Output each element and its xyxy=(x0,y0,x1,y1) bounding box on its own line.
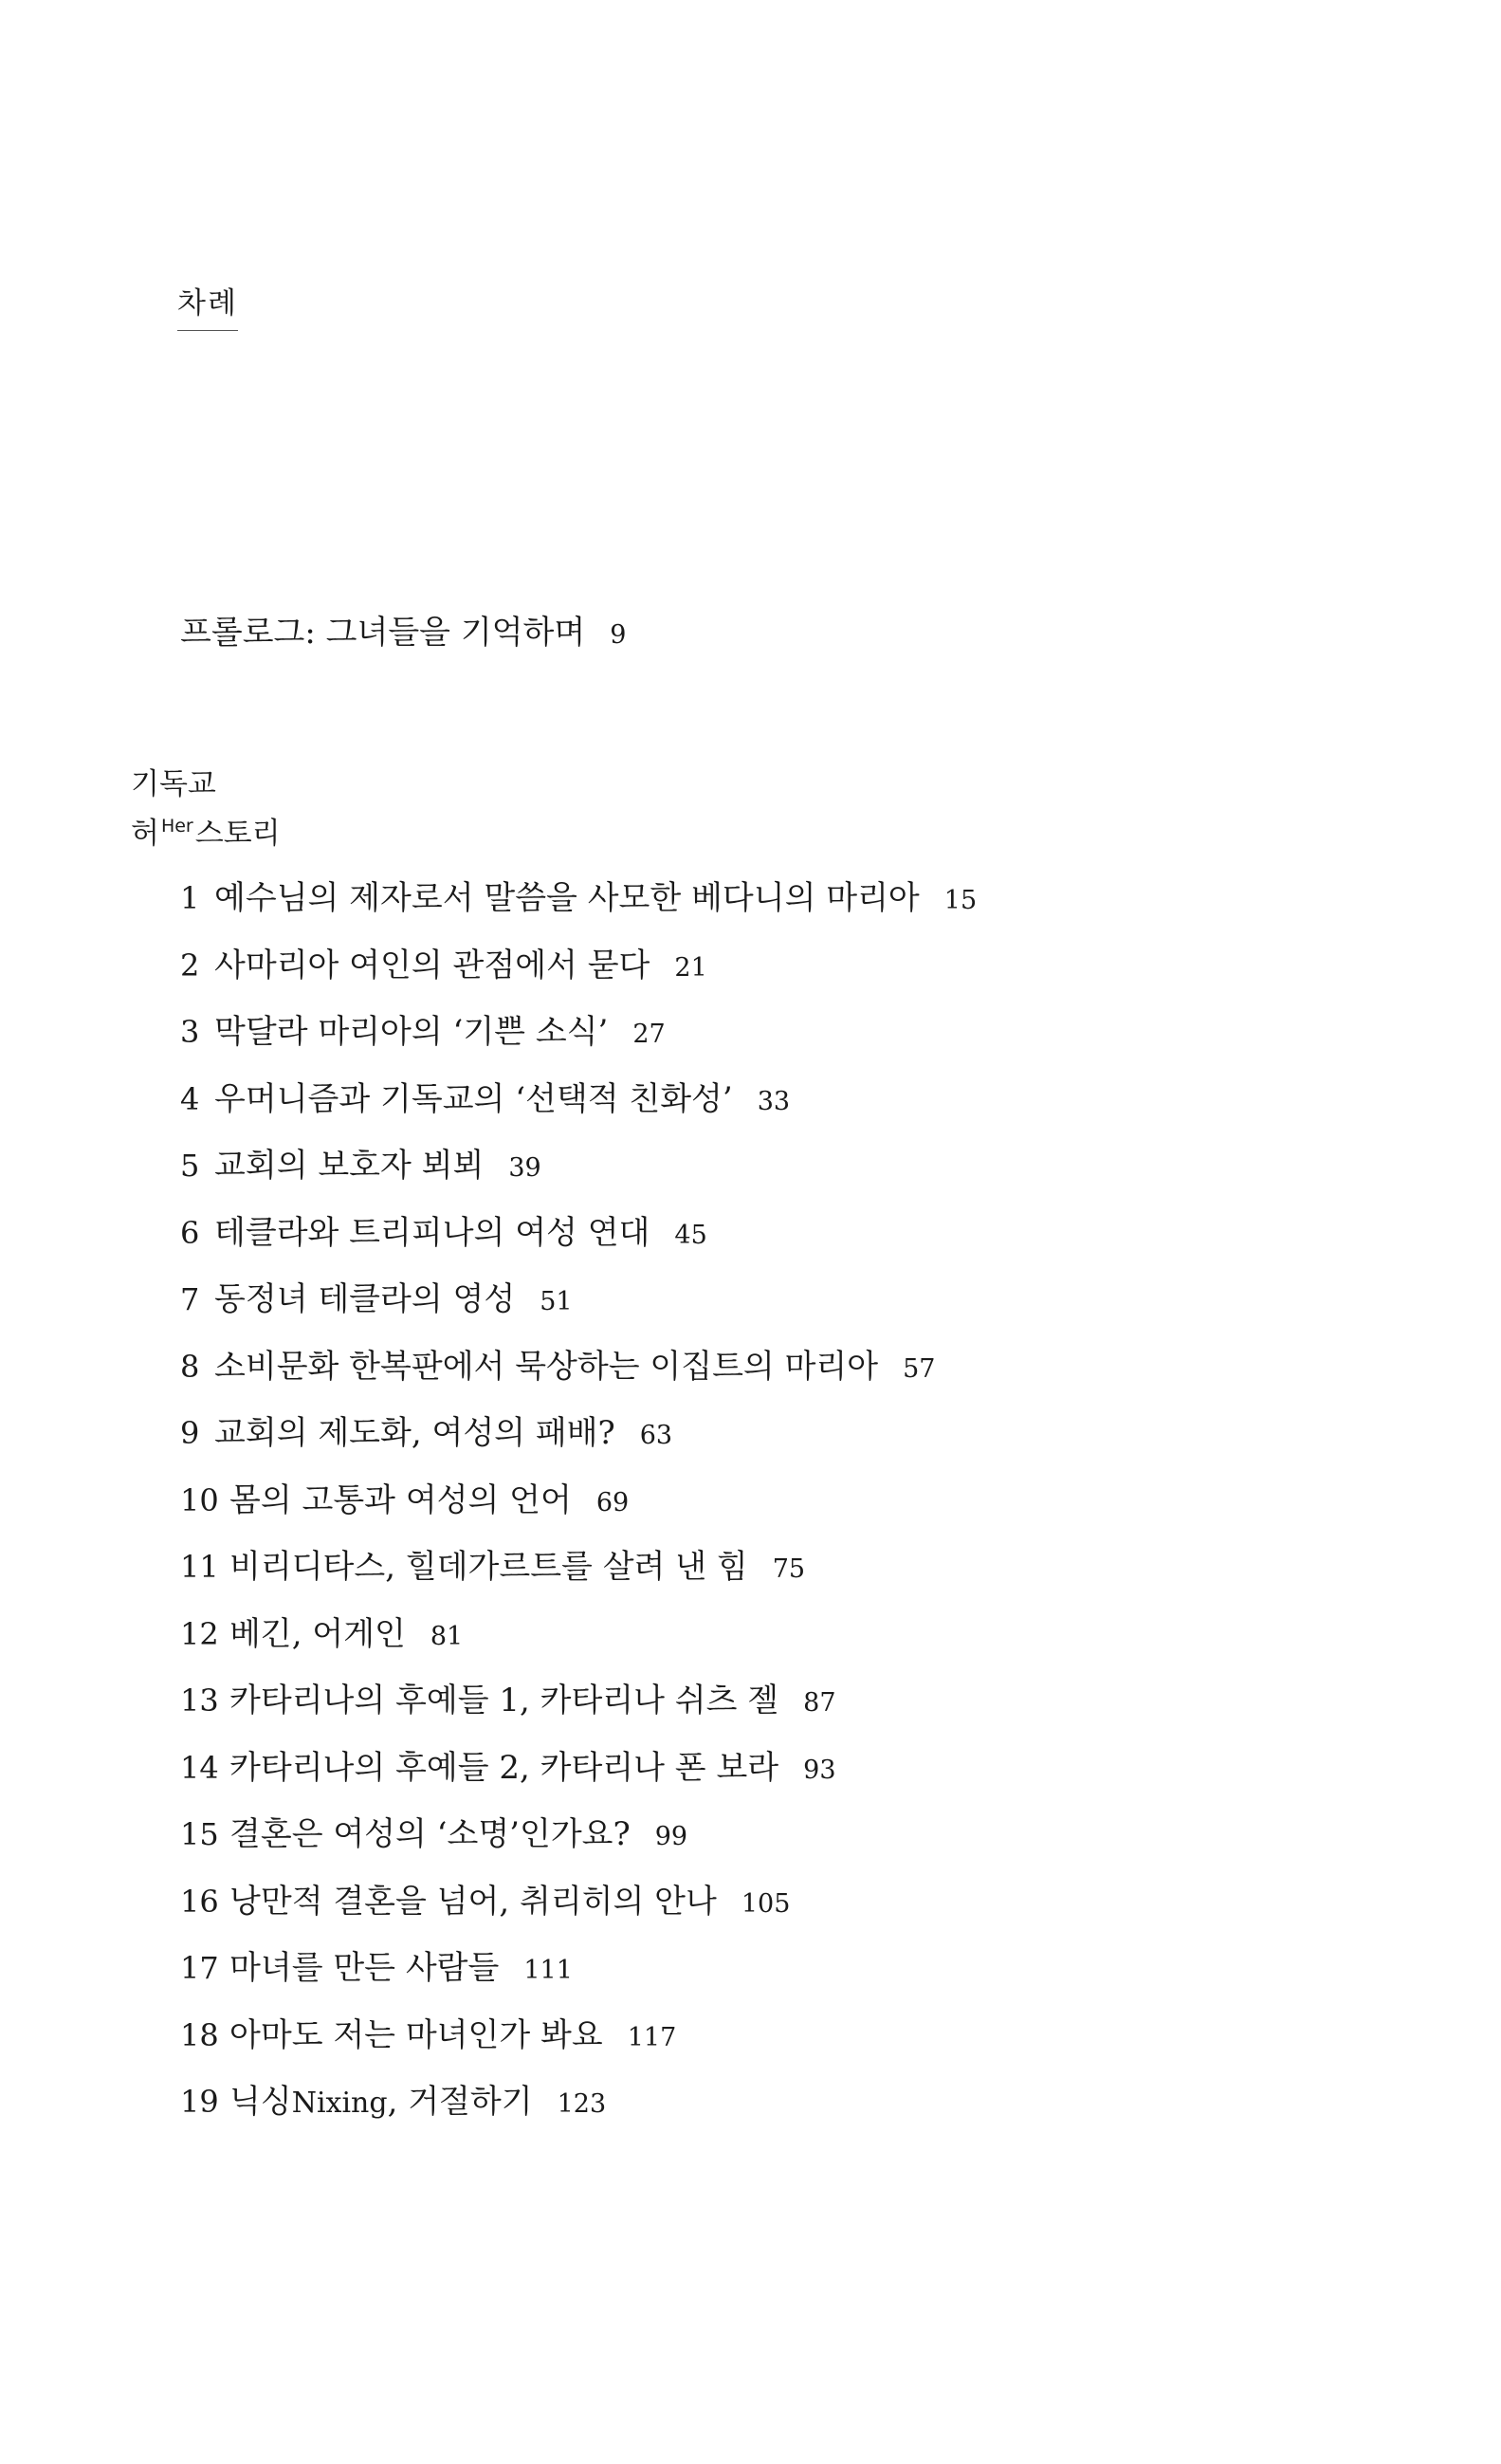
chapter-page-number: 87 xyxy=(803,1688,836,1718)
chapter-entry xyxy=(180,1414,977,1484)
chapter-title: 마녀를 만든 사람들 xyxy=(229,1949,500,1987)
chapter-title: 결혼은 여성의 ‘소명’인가요? xyxy=(229,1815,631,1853)
prologue-title: 프롤로그: 그녀들을 기억하며 xyxy=(180,614,586,652)
chapter-number: 11 xyxy=(180,1549,219,1585)
chapter-number: 1 xyxy=(180,880,200,916)
part-title-line2 xyxy=(131,805,281,855)
chapter-title: 교회의 보호자 뵈뵈 xyxy=(214,1147,485,1185)
chapter-number: 5 xyxy=(180,1148,200,1184)
chapter-title: 카타리나의 후예들 1, 카타리나 쉬츠 젤 xyxy=(229,1682,779,1719)
chapter-page-number: 123 xyxy=(557,2089,607,2119)
chapter-page-number: 15 xyxy=(943,886,978,915)
chapter-title: 몸의 고통과 여성의 언어 xyxy=(229,1480,572,1519)
part-title-line2-post: 스토리 xyxy=(194,817,281,851)
chapter-entry xyxy=(180,1347,977,1418)
chapter-entry xyxy=(180,946,977,1017)
chapter-number: 12 xyxy=(180,1615,219,1652)
chapter-number: 6 xyxy=(180,1214,200,1251)
chapter-title: 낭만적 결혼을 넘어, 취리히의 안나 xyxy=(229,1882,717,1921)
chapter-entry xyxy=(180,1213,977,1284)
chapter-page-number: 99 xyxy=(654,1822,688,1851)
chapter-entry xyxy=(180,1548,977,1618)
chapter-number: 14 xyxy=(180,1749,219,1786)
chapter-entry xyxy=(180,1013,977,1083)
chapter-page-number: 39 xyxy=(508,1153,541,1183)
chapter-entry xyxy=(180,1079,977,1150)
chapter-entry xyxy=(180,1480,977,1552)
chapter-page-number: 27 xyxy=(632,1020,666,1049)
part-title-superscript: Her xyxy=(160,816,193,837)
part-title xyxy=(131,763,281,855)
chapter-number: 7 xyxy=(180,1281,200,1317)
chapter-title: 막달라 마리아의 ‘기쁜 소식’ xyxy=(214,1013,609,1051)
chapter-number: 16 xyxy=(180,1883,219,1920)
chapter-title-post: , 거절하기 xyxy=(387,2083,533,2121)
part-title-line2-pre: 허 xyxy=(131,817,159,851)
chapter-page-number: 111 xyxy=(523,1956,573,1985)
chapter-number: 19 xyxy=(180,2084,219,2120)
chapter-title: 베긴, 어게인 xyxy=(229,1614,406,1653)
chapter-entry xyxy=(180,879,978,949)
chapter-title: 교회의 제도화, 여성의 패배? xyxy=(214,1414,615,1452)
chapter-title: 카타리나의 후예들 2, 카타리나 폰 보라 xyxy=(229,1748,779,1787)
prologue-page-number: 9 xyxy=(610,620,627,650)
chapter-page-number: 51 xyxy=(540,1287,573,1316)
chapter-list xyxy=(180,879,978,2153)
chapter-entry xyxy=(180,1280,977,1351)
part-title-line1: 기독교 xyxy=(131,767,216,801)
chapter-title: 예수님의 제자로서 말씀을 사모한 베다니의 마리아 xyxy=(214,879,920,917)
chapter-number: 8 xyxy=(180,1348,200,1385)
chapter-entry xyxy=(180,2015,977,2087)
chapter-page-number: 69 xyxy=(595,1487,630,1517)
chapter-number: 9 xyxy=(180,1415,200,1451)
chapter-number: 15 xyxy=(180,1816,219,1852)
chapter-number: 13 xyxy=(180,1683,219,1719)
chapter-title: 테클라와 트리피나의 여성 연대 xyxy=(214,1213,650,1252)
chapter-title-pre: 닉싱 xyxy=(229,2083,292,2121)
chapter-title: 비리디타스, 힐데가르트를 살려 낸 힘 xyxy=(229,1548,748,1586)
chapter-page-number: 75 xyxy=(772,1554,806,1584)
chapter-number: 10 xyxy=(180,1481,219,1518)
chapter-page-number: 93 xyxy=(803,1755,836,1785)
prologue-entry xyxy=(180,614,627,652)
chapter-number: 4 xyxy=(180,1080,200,1117)
chapter-entry xyxy=(180,2083,977,2153)
chapter-entry xyxy=(180,1149,977,1217)
chapter-entry xyxy=(180,1684,977,1752)
chapter-page-number: 57 xyxy=(903,1353,936,1384)
chapter-title: 우머니즘과 기독교의 ‘선택적 친화성’ xyxy=(214,1079,733,1118)
chapter-page-number: 117 xyxy=(627,2022,677,2052)
chapter-number: 17 xyxy=(180,1950,219,1986)
chapter-title: 사마리아 여인의 관점에서 묻다 xyxy=(214,946,650,984)
chapter-title: 동정녀 테클라의 영성 xyxy=(214,1280,516,1318)
chapter-page-number: 45 xyxy=(674,1220,707,1250)
chapter-number: 3 xyxy=(180,1014,200,1050)
chapter-entry xyxy=(180,1949,977,2019)
toc-heading: 차례 xyxy=(177,289,238,331)
chapter-entry xyxy=(180,1882,977,1953)
chapter-entry xyxy=(180,1748,977,1819)
chapter-title-latin: Nixing xyxy=(291,2087,388,2120)
chapter-number: 18 xyxy=(180,2016,219,2053)
chapter-page-number: 105 xyxy=(741,1888,791,1919)
chapter-title: 소비문화 한복판에서 묵상하는 이집트의 마리아 xyxy=(214,1347,879,1386)
chapter-entry xyxy=(180,1815,977,1885)
chapter-page-number: 63 xyxy=(639,1421,673,1450)
chapter-number: 2 xyxy=(180,947,200,984)
chapter-page-number: 21 xyxy=(674,952,707,983)
chapter-page-number: 33 xyxy=(757,1086,791,1116)
chapter-entry xyxy=(180,1614,977,1685)
chapter-title: 아마도 저는 마녀인가 봐요 xyxy=(229,2015,603,2054)
chapter-page-number: 81 xyxy=(430,1621,464,1651)
